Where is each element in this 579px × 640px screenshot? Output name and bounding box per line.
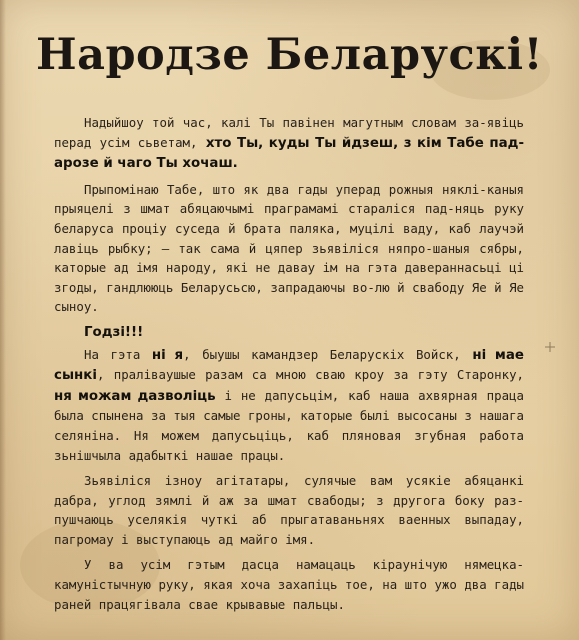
- godzi-exclamation: Годзі!!!: [84, 324, 144, 340]
- document-body: [54, 113, 524, 620]
- paragraph-3-text-3: , праліваушые разам са мною сваю кроу за гэту Старонку,: [96, 367, 524, 383]
- paragraph-3: [54, 345, 524, 466]
- paragraph-2: Прыпомінаю Табе, што як два гады уперад рожныя няклі-каныя прыяцелі з шмат абяцаючымі праграмамі стараліся пад-няць руку беларуса процiу суседа й брата паляка, муцілі ваду, каб лаучэй лавіць рыбку; — так сама й цяпер зьявіліся няпро-шаныя сябры, каторые ад імя народу, які не давау ім на гэта давераннасьці ці згоды, гандлююць Беларусьсю, запрадаючы во-лю й свабоду Яе й Яе сыноу.: [54, 181, 524, 315]
- pencil-mark-icon: [543, 340, 557, 354]
- paragraph-5: У ва усім гэтым дасца намацаць кіраунічую нямецка-камуністычную руку, якая хоча захапіць тое, на што ужо два гады раней працягівала свае крывавые пальцы.: [54, 557, 524, 612]
- paragraph-1: [54, 113, 524, 174]
- paragraph-3-bold-1: ні я: [151, 347, 184, 363]
- paragraph-1-text: Надыйшоу той час, калі Ты павінен магутным словам за-явіць перад усім сьветам,: [54, 115, 524, 150]
- paragraph-3-text-4: і не дапусьцім, каб наша ахвярная праца была спынена за тыя самые гроны, каторые былі высосаны з нашага селяніна. Ня можем дапусьціць, каб пляновая згубная работа зьнішчыла адабыткі нашае працы.: [54, 387, 524, 463]
- paragraph-3-bold-3: ня можам дазволіць: [54, 388, 216, 404]
- page-edge-shadow: [0, 0, 6, 640]
- paragraph-3-bold-2: ні мае сынкі: [54, 347, 524, 384]
- paragraph-3-text-1: На гэта: [84, 346, 152, 362]
- document-title: Народзе Беларускі!: [36, 30, 543, 80]
- paragraph-4: Зьявіліся ізноу агітатары, сулячые вам усякіе абяцанкі дабра, углод зямлі й аж за шмат свабоды; з другога боку раз-пушчаюць уселякія чуткі аб прыгатаваньнях ваенных выпадау, пагромау і выступаюць ад майго імя.: [54, 473, 524, 547]
- paragraph-1-bold: хто Ты, куды Ты йдзеш, з кім Табе падарозе й чаго Ты хочаш.: [54, 135, 525, 172]
- paragraph-3-text-2: , быушы камандзер Беларускіх Войск,: [183, 346, 473, 362]
